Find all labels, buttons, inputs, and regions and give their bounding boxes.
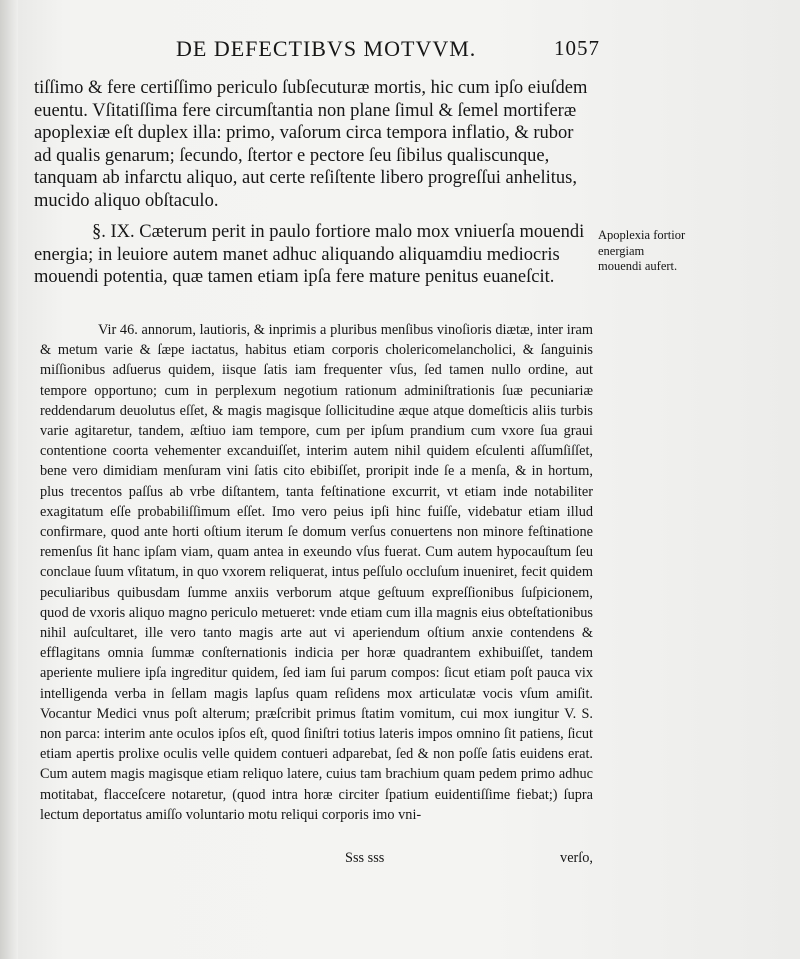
page-number: 1057 [554,36,600,60]
top-paragraph-text: tiſſimo & fere certiſſimo periculo ſubſecuturæ mortis, hic cum ipſo eiuſdem euentu. Vſitatiſſima fere circumſtantia non plane ſimul & ſemel mortiferæ apoplexiæ eſt duplex illa: primo, vaſorum circa tempora inflatio, & rubor ad qualis genarum; ſecundo, ſtertor e pectore ſeu ſibilus qualiscunque, tanquam ab infarctu aliquo, aut certe reſiſtente libero progreſſui anhelitus, mucido aliquo obſtaculo. [34,78,588,211]
case-report [40,320,593,825]
gutter-shadow [0,0,18,959]
section-text: Cæterum perit in paulo fortiore malo mox vniuerſa mouendi energia; in leuiore autem manet adhuc aliquando aliquamdiu mediocris mouendi potentia, quæ tamen etiam ipſa fere mature penitus euaneſcit. [34,222,585,287]
section-paragraph [34,221,594,289]
running-header [176,36,600,62]
page-footer [40,850,593,870]
running-title: DE DEFECTIBVS MOTVVM. [176,36,477,61]
top-paragraph [34,77,594,212]
section-label: §. IX. [92,222,135,242]
catchword: verſo, [560,850,593,866]
case-report-text: Vir 46. annorum, lautioris, & inprimis a pluribus menſibus vinoſioris diætæ, inter iram & metum varie & ſæpe iactatus, habitus etiam corporis cholericomelancholici, & ſanguinis miſſionibus adſuerus quidem, iisque ſatis iam frequenter vſus, ſed tamen nullo ordine, aut tempore opportuno; cum in perplexum negotium rationum adminiſtrationis ſuæ pecuniariæ reddendarum deuolutus eſſet, & magis magisque ſollicitudine æque atque domeſticis aliis turbis varie agitaretur, tandem, æſtiuo iam tempore, cum per ipſum prandium cum vxore ſua graui contentione coorta vehementer excanduiſſet, interim autem nihil quidem eſculenti aſſumſiſſet, bene vero dimidiam menſuram vini ſatis cito ebibiſſet, proripit inde ſe a menſa, & in hortum, plus trecentos paſſus ab vrbe diſtantem, tanta feſtinatione excurrit, vt etiam inde notabiliter exagitatum eſſe probabiliſſimum eſſet. Imo vero peius ipſi hinc fuiſſe, videbatur etiam illud confirmare, quod ante horti oſtium iterum ſe domum verſus conuertens non minore feſtinatione remenſus ſit hanc ipſam viam, quam antea in exeundo vſus fuerat. Cum autem hypocauſtum ſeu conclaue ſuum vſitatum, in quo vxorem reliquerat, intus peſſulo occluſum inueniret, fecit quidem peculiaribus quibusdam ſumme anxiis verborum atque geſtuum expreſſionibus ſuſpicionem, quod de vxoris aliquo magno periculo metueret: vnde etiam cum illa magnis eius obteſtationibus nihil auſcultaret, ille vero tanto magis arte aut vi aperiendum oſtium anxie contendens & efflagitans omnia ſummæ conſternationis indicia per horæ quadrantem exhibuiſſet, tandem aperiente muliere ipſa ingreditur quidem, ſed iam ſui parum compos: ſicut etiam poſt pauca vix intelligenda verba in ſellam magis lapſus quam reſidens mox articulatæ vocis vſum amiſit. Vocantur Medici vnus poſt alterum; præſcribit primus ſtatim vomitum, cui mox iungitur V. S. non parca: interim ante oculos ipſos eſt, quod ſiniſtri totius lateris impos omnino ſit patiens, ſicut etiam apertis prolixe oculis velle quidem contueri adparebat, ſed & non poſſe ſatis euidens erat. Cum autem magis magisque etiam reliquo latere, cuius tam brachium quam pedem primo adhuc motitabat, flacceſcere notaretur, (quod intra horæ circiter ſpatium euidentiſſime fiebat;) ſupra lectum deportatus amiſſo voluntario motu reliqui corporis imo vni- [40,322,593,823]
margin-note: Apoplexia fortior energiam mouendi aufert. [598,228,686,273]
signature-mark: Sss sss [345,850,385,866]
